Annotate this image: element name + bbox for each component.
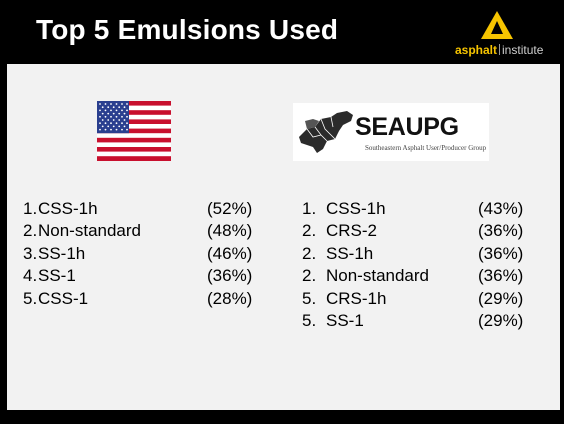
item-percent: (36%) xyxy=(478,243,524,263)
item-name: CSS-1 xyxy=(38,288,89,308)
item-name: Non-standard xyxy=(326,266,430,286)
item-rank: 2. xyxy=(302,221,317,241)
item-name: SS-1h xyxy=(326,243,374,263)
item-rank: 1. xyxy=(23,199,38,218)
seaupg-logo xyxy=(293,103,489,161)
item-percent: (36%) xyxy=(478,266,524,286)
logo-divider xyxy=(499,44,500,55)
item-rank: 3. xyxy=(23,243,38,263)
seaupg-name: SEAUPG xyxy=(355,113,459,141)
item-name: SS-1 xyxy=(326,310,364,330)
item-rank: 5. xyxy=(302,310,317,330)
item-rank: 5. xyxy=(23,288,38,308)
item-name: CRS-1h xyxy=(326,288,387,308)
seaupg-subtitle: Southeastern Asphalt User/Producer Group xyxy=(365,144,487,152)
asphalt-institute-logo xyxy=(455,8,563,58)
slide-content xyxy=(7,64,560,410)
item-percent: (43%) xyxy=(478,199,524,218)
item-percent: (48%) xyxy=(207,221,253,241)
item-name: SS-1h xyxy=(38,243,86,263)
us-flag-icon xyxy=(97,101,171,161)
item-rank: 2. xyxy=(302,266,317,286)
item-rank: 1. xyxy=(302,199,317,218)
item-rank: 2. xyxy=(302,243,317,263)
item-name: Non-standard xyxy=(38,221,142,241)
logo-wordmark xyxy=(455,43,563,58)
item-rank: 2. xyxy=(23,221,38,241)
item-percent: (29%) xyxy=(478,288,524,308)
item-rank: 4. xyxy=(23,266,38,286)
item-percent: (29%) xyxy=(478,310,524,330)
warning-triangle-icon xyxy=(480,10,514,40)
item-name: CSS-1h xyxy=(38,199,98,218)
header-bar xyxy=(0,0,564,62)
item-rank: 5. xyxy=(302,288,317,308)
slide-title: Top 5 Emulsions Used xyxy=(36,14,339,45)
item-name: SS-1 xyxy=(38,266,76,286)
logo-word-asphalt: asphalt xyxy=(455,43,498,57)
item-name: CSS-1h xyxy=(326,199,386,218)
item-percent: (36%) xyxy=(207,266,253,286)
logo-word-institute: institute xyxy=(502,43,544,57)
item-name: CRS-2 xyxy=(326,221,378,241)
item-percent: (46%) xyxy=(207,243,253,263)
item-percent: (28%) xyxy=(207,288,253,308)
item-percent: (36%) xyxy=(478,221,524,241)
item-percent: (52%) xyxy=(207,199,253,218)
